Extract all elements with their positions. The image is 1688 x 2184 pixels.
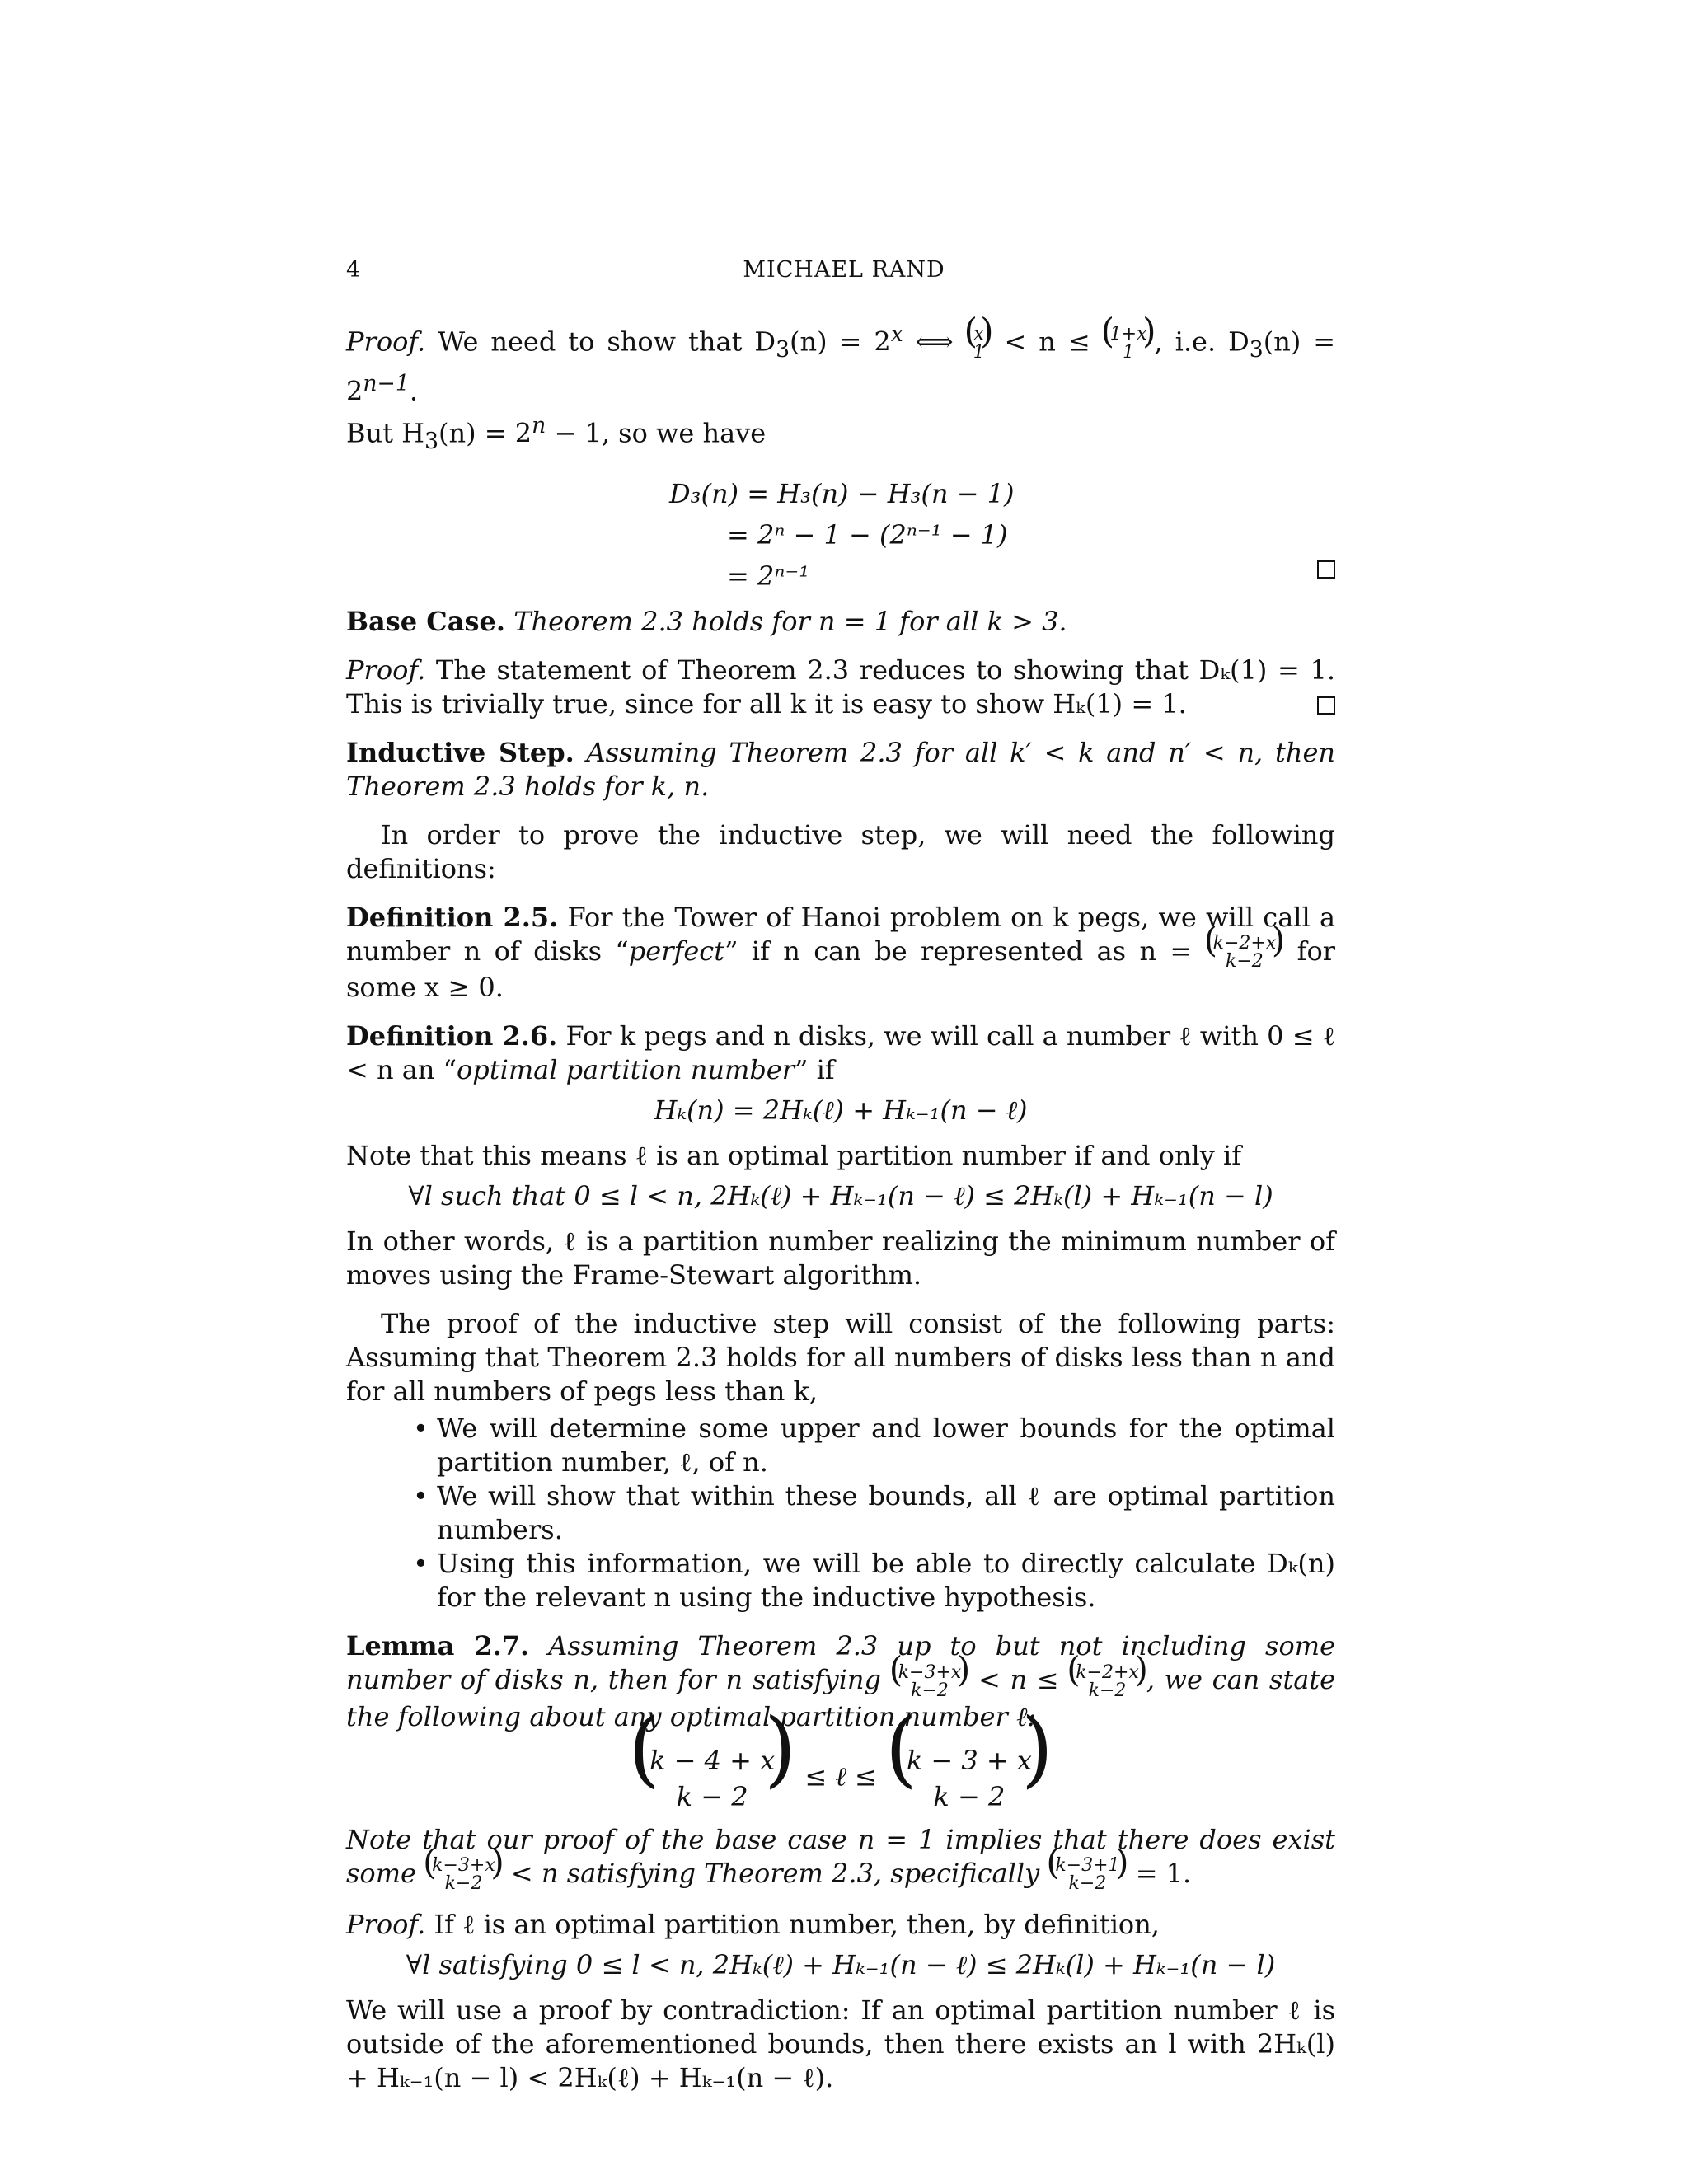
equation-row: = 2ⁿ − 1 − (2ⁿ⁻¹ − 1) <box>727 518 1008 551</box>
definition-2-5: Definition 2.5. For the Tower of Hanoi problem on k pegs, we will call a number n of disks “perfect” if n can be represented as n = ( k−2+x k−2 ) for some x ≥ 0. <box>346 901 1335 1005</box>
other-words: In other words, ℓ is a partition number realizing the minimum number of moves using the Frame-Stewart algorithm. <box>346 1226 1335 1291</box>
bullet-list <box>346 1412 1335 1615</box>
qed-icon <box>1317 687 1335 721</box>
page-body <box>346 317 1335 2110</box>
proof-label: Proof. <box>346 326 426 358</box>
binomial: ( k−2+x k−2 ) <box>1206 935 1284 971</box>
proof-1-intro: Proof. We need to show that $D_3(n) = 2^x$ ⟺ ( x 1 ) < n ≤ ( 1+x 1 ) , i.e. $D_3(n) = 2^{n-1}$. But $H_3(n) = 2^n - 1$, so we have <box>346 317 1335 458</box>
note-iff: Note that this means ℓ is an optimal partition number if and only if <box>346 1140 1242 1172</box>
base-case-label: Base Case. <box>346 605 506 637</box>
page-number: 4 <box>346 257 361 283</box>
proof-3 <box>346 1908 1335 1942</box>
equation-array <box>346 473 1335 597</box>
lemma-note: Note that our proof of the base case n = 1 implies that there does exist some ( k−3+x k−2 ) < n satisfying Theorem 2.3, specifically ( k−3+1 k−2 ) = 1. <box>346 1823 1335 1894</box>
definitions-intro: In order to prove the inductive step, we will need the following definitions: <box>346 818 1335 884</box>
page-header <box>346 257 1342 290</box>
display-equation: ∀l satisfying 0 ≤ l < n, 2Hₖ(ℓ) + Hₖ₋₁(n − ℓ) ≤ 2Hₖ(l) + Hₖ₋₁(n − l) <box>406 1949 1276 1981</box>
proof-text: We need to show that D <box>438 326 776 358</box>
proof-2 <box>346 654 1335 721</box>
proof-label: Proof. <box>346 654 426 686</box>
equation-row: = 2ⁿ⁻¹ <box>727 560 810 592</box>
defined-term: optimal partition number <box>456 1054 795 1086</box>
display-equation: Hₖ(n) = 2Hₖ(ℓ) + Hₖ₋₁(n − ℓ) <box>654 1094 1028 1127</box>
binomial: ( k−3+x k−2 ) <box>891 1664 969 1700</box>
binomial: ( 1+x 1 ) <box>1103 326 1155 362</box>
lemma-2-7: Lemma 2.7. Assuming Theorem 2.3 up to but not including some number of disks n, then for n satisfying ( k−3+x k−2 ) < n ≤ ( k−2+x k−2 ) , we can state the following about any optimal partition number ℓ: <box>346 1629 1335 1734</box>
binomial: ( k−3+1 k−2 ) <box>1048 1857 1127 1893</box>
list-item: • Using this information, we will be able to directly calculate Dₖ(n) for the relevant n using the inductive hypothesis. <box>437 1547 1335 1615</box>
proof-closing: We will use a proof by contradiction: If an optimal partition number ℓ is outside of the aforementioned bounds, then there exists an l with 2Hₖ(l) + Hₖ₋₁(n − l) < 2Hₖ(ℓ) + Hₖ₋₁(n − ℓ). <box>346 1994 1335 2094</box>
list-item: • We will show that within these bounds, all ℓ are optimal partition numbers. <box>437 1479 1335 1547</box>
definition-label: Definition 2.6. <box>346 1020 558 1052</box>
display-equation: ∀l such that 0 ≤ l < n, 2Hₖ(ℓ) + Hₖ₋₁(n − ℓ) ≤ 2Hₖ(l) + Hₖ₋₁(n − l) <box>408 1180 1273 1212</box>
big-binomial: ( k − 3 + x k − 2 ) <box>885 1742 1053 1815</box>
inductive-step-statement: Assuming Theorem 2.3 for all k′ < k and n′ < n, then Theorem 2.3 holds for k, n. <box>346 736 1336 802</box>
running-head: MICHAEL RAND <box>743 257 945 283</box>
proof-text: The statement of Theorem 2.3 reduces to showing that Dₖ(1) = 1. This is trivially true, since for all k it is easy to show Hₖ(1) = 1. <box>346 654 1336 719</box>
equation-row: D₃(n) = H₃(n) − H₃(n − 1) <box>669 477 1015 509</box>
definition-label: Definition 2.5. <box>346 901 559 933</box>
binomial: ( k−3+x k−2 ) <box>424 1857 503 1893</box>
base-case-statement: Theorem 2.3 holds for n = 1 for all k > 3. <box>513 605 1067 637</box>
inductive-step <box>346 736 1335 804</box>
binomial: ( x 1 ) <box>966 326 992 362</box>
inductive-step-label: Inductive Step. <box>346 736 574 768</box>
proof-text: If ℓ is an optimal partition number, then, by definition, <box>434 1909 1160 1941</box>
big-binomial: ( k − 4 + x k − 2 ) <box>628 1742 796 1815</box>
qed-icon <box>1317 551 1335 585</box>
display-inequality: ( k − 4 + x k − 2 ) ≤ ℓ ≤ ( k − 3 + x k − 2 ) <box>346 1742 1335 1815</box>
proof-outline: The proof of the inductive step will consist of the following parts: Assuming that Theorem 2.3 holds for all numbers of disks less than n and for all numbers of pegs less than k, <box>346 1308 1335 1408</box>
list-item: • We will determine some upper and lower bounds for the optimal partition number, ℓ, of n. <box>437 1412 1335 1479</box>
definition-2-6: Definition 2.6. For k pegs and n disks, we will call a number ℓ with 0 ≤ ℓ < n an “optimal partition number” if <box>346 1020 1336 1086</box>
base-case <box>346 605 1335 639</box>
lemma-label: Lemma 2.7. <box>346 1630 530 1662</box>
binomial: ( k−2+x k−2 ) <box>1068 1664 1146 1700</box>
defined-term: perfect <box>628 935 725 967</box>
proof-label: Proof. <box>346 1909 426 1941</box>
